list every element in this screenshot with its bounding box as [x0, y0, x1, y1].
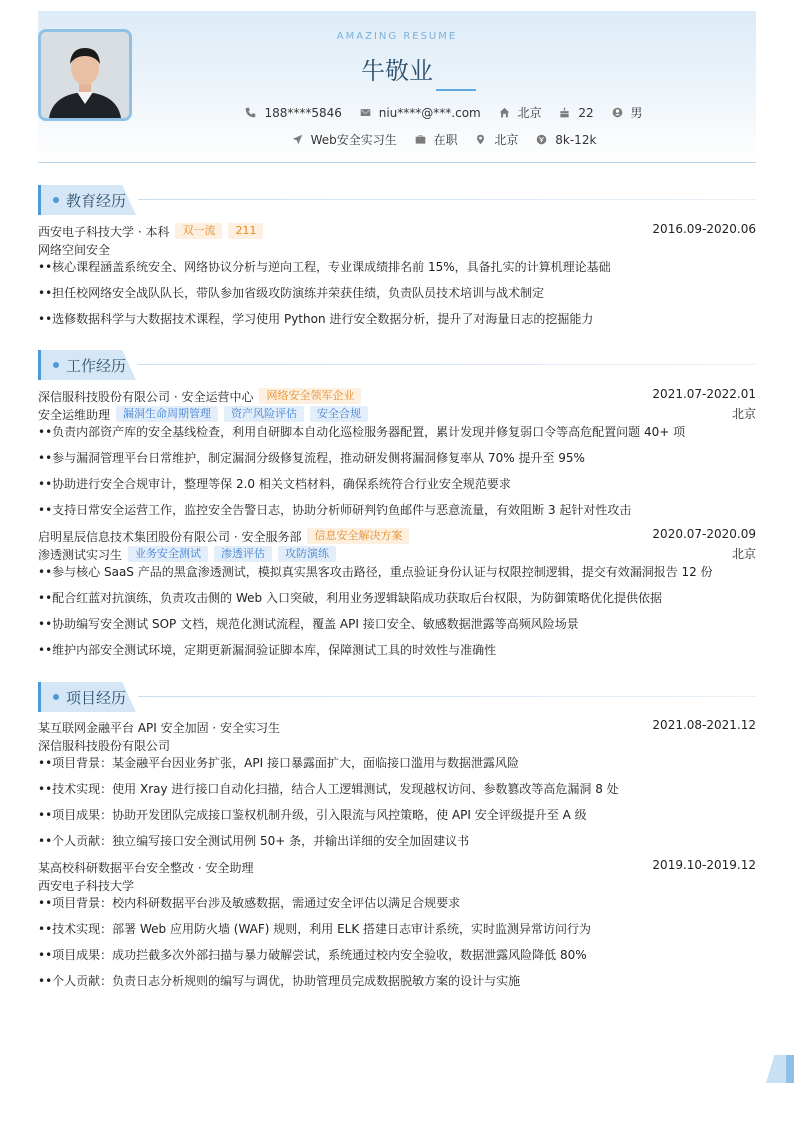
- list-item: •• 参与漏洞管理平台日常维护，制定漏洞分级修复流程，推动研发侧将漏洞修复率从 70% 提升至 95%: [38, 449, 756, 475]
- send-icon: [292, 134, 303, 145]
- skill-tag: 资产风险评估: [224, 406, 304, 422]
- position-info: [292, 131, 397, 148]
- section-divider: [138, 364, 756, 365]
- project-name-row: [38, 858, 756, 876]
- education-date: 2016.09-2020.06: [652, 222, 756, 236]
- company-tag: 信息安全解决方案: [307, 528, 409, 544]
- section-divider: [138, 696, 756, 697]
- skill-tag: 漏洞生命周期管理: [116, 406, 218, 422]
- work-date: 2020.07-2020.09: [652, 527, 756, 541]
- education-section-header: [38, 185, 756, 215]
- company-row: [38, 527, 756, 545]
- cake-icon: [559, 107, 570, 118]
- location-text: 北京: [494, 133, 519, 147]
- project-bullets: [38, 754, 756, 858]
- location-info: [475, 131, 518, 148]
- list-item: •• 项目成果：协助开发团队完成接口鉴权机制升级，引入限流与风控策略，使 API 安全评级提升至 A 级: [38, 806, 756, 832]
- work-date: 2021.07-2022.01: [652, 387, 756, 401]
- section-dot: [53, 197, 59, 203]
- list-item: •• 项目背景：某金融平台因业务扩张，API 接口暴露面扩大，面临接口滥用与数据泄露风险: [38, 754, 756, 780]
- list-item: •• 参与核心 SaaS 产品的黑盒渗透测试，模拟真实黑客攻击路径，重点验证身份认证与权限控制逻辑，提交有效漏洞报告 12 份: [38, 563, 756, 589]
- major-row: [38, 240, 756, 258]
- company-tag: 网络安全领军企业: [259, 388, 361, 404]
- project-section-header: [38, 682, 756, 712]
- contact-row: [38, 104, 756, 121]
- project-org: 深信服科技股份有限公司: [38, 738, 171, 753]
- list-item: •• 个人贡献：独立编写接口安全测试用例 50+ 条，并输出详细的安全加固建议书: [38, 832, 756, 858]
- email-text: niu****@***.com: [378, 105, 481, 120]
- skill-tag: 业务安全测试: [128, 546, 208, 562]
- section-bar: [38, 185, 41, 215]
- section-title: 教育经历: [66, 192, 127, 210]
- role-name: 安全运维助理: [38, 407, 111, 422]
- status-text: 在职: [433, 133, 458, 147]
- company-name: 启明星辰信息技术集团股份有限公司 · 安全服务部: [38, 529, 302, 544]
- section-bar: [38, 350, 41, 380]
- education-entry: [38, 222, 756, 336]
- phone-icon: [245, 107, 256, 118]
- section-dot: [53, 694, 59, 700]
- project-name-row: [38, 718, 756, 736]
- list-item: •• 协助编写安全测试 SOP 文档，规范化测试流程，覆盖 API 接口安全、敏感数据泄露等高频风险场景: [38, 615, 756, 641]
- work-bullets: [38, 423, 756, 527]
- project-date: 2021.08-2021.12: [652, 718, 756, 732]
- phone-info: [245, 106, 341, 120]
- school-name: 西安电子科技大学 · 本科: [38, 224, 170, 239]
- age-text: 22: [578, 105, 594, 120]
- mail-icon: [360, 107, 371, 118]
- email-info: [360, 106, 481, 120]
- status-info: [415, 131, 458, 148]
- resume-page: [38, 11, 756, 988]
- list-item: •• 项目背景：校内科研数据平台涉及敏感数据，需通过安全评估以满足合规要求: [38, 894, 756, 920]
- work-location: 北京: [731, 547, 756, 561]
- city-info: [499, 104, 542, 121]
- location-pin-icon: [475, 134, 486, 145]
- position-text: Web安全实习生: [310, 133, 397, 147]
- role-row: [38, 405, 756, 423]
- skill-tag: 渗透评估: [214, 546, 272, 562]
- resume-header: [38, 11, 756, 163]
- project-name: 某互联网金融平台 API 安全加固 · 安全实习生: [38, 720, 281, 735]
- user-circle-icon: [612, 107, 623, 118]
- work-entry: [38, 527, 756, 667]
- project-org-row: [38, 876, 756, 894]
- candidate-name: 牛敬业: [361, 57, 433, 85]
- job-intent-row: [38, 131, 756, 148]
- section-bar: [38, 682, 41, 712]
- section-dot: [53, 362, 59, 368]
- role-name: 渗透测试实习生: [38, 547, 123, 562]
- project-entry: [38, 858, 756, 998]
- role-row: [38, 545, 756, 563]
- project-date: 2019.10-2019.12: [652, 858, 756, 872]
- city-text: 北京: [517, 106, 542, 120]
- section-title: 工作经历: [66, 357, 127, 375]
- gender-text: 男: [630, 106, 643, 120]
- brand-label: AMAZING RESUME: [336, 31, 458, 42]
- work-entry: [38, 387, 756, 527]
- list-item: •• 核心课程涵盖系统安全、网络协议分析与逆向工程，专业课成绩排名前 15%，具备扎实的计算机理论基础: [38, 258, 756, 284]
- school-tag: 双一流: [175, 223, 222, 239]
- major-name: 网络空间安全: [38, 242, 111, 257]
- education-school-row: [38, 222, 756, 240]
- list-item: •• 技术实现：使用 Xray 进行接口自动化扫描，结合人工逻辑测试，发现越权访问、参数篡改等高危漏洞 8 处: [38, 780, 756, 806]
- list-item: •• 配合红蓝对抗演练，负责攻击侧的 Web 入口突破，利用业务逻辑缺陷成功获取后台权限，为防御策略优化提供依据: [38, 589, 756, 615]
- gender-info: [612, 104, 643, 121]
- age-info: [559, 106, 593, 120]
- skill-tag: 攻防演练: [278, 546, 336, 562]
- list-item: •• 项目成果：成功拦截多次外部扫描与暴力破解尝试，系统通过校内安全验收，数据泄露风险降低 80%: [38, 946, 756, 972]
- list-item: •• 维护内部安全测试环境，定期更新漏洞验证脚本库，保障测试工具的时效性与准确性: [38, 641, 756, 667]
- work-location: 北京: [731, 407, 756, 421]
- work-section-header: [38, 350, 756, 380]
- company-row: [38, 387, 756, 405]
- money-icon: [536, 134, 547, 145]
- work-bullets: [38, 563, 756, 667]
- company-name: 深信服科技股份有限公司 · 安全运营中心: [38, 389, 254, 404]
- salary-text: 8k-12k: [555, 132, 597, 147]
- list-item: •• 选修数据科学与大数据技术课程，学习使用 Python 进行安全数据分析，提升了对海量日志的挖掘能力: [38, 310, 756, 336]
- section-title: 项目经历: [66, 689, 127, 707]
- skill-tag: 安全合规: [310, 406, 368, 422]
- section-divider: [138, 199, 756, 200]
- phone-text: 188****5846: [264, 105, 342, 120]
- project-entry: [38, 718, 756, 858]
- briefcase-icon: [415, 134, 426, 145]
- education-bullets: [38, 258, 756, 336]
- list-item: •• 支持日常安全运营工作，监控安全告警日志，协助分析师研判钓鱼邮件与恶意流量，有效阻断 3 起针对性攻击: [38, 501, 756, 527]
- name-underline: [436, 89, 476, 91]
- list-item: •• 协助进行安全合规审计，整理等保 2.0 相关文档材料，确保系统符合行业安全规范要求: [38, 475, 756, 501]
- home-icon: [499, 107, 510, 118]
- list-item: •• 技术实现：部署 Web 应用防火墙 (WAF) 规则，利用 ELK 搭建日志审计系统，实时监测异常访问行为: [38, 920, 756, 946]
- project-name: 某高校科研数据平台安全整改 · 安全助理: [38, 860, 254, 875]
- list-item: •• 担任校网络安全战队队长，带队参加省级攻防演练并荣获佳绩，负责队员技术培训与战术制定: [38, 284, 756, 310]
- project-org-row: [38, 736, 756, 754]
- project-bullets: [38, 894, 756, 998]
- corner-decoration-accent: [786, 1055, 794, 1083]
- list-item: •• 负责内部资产库的安全基线检查，利用自研脚本自动化巡检服务器配置，累计发现并修复弱口令等高危配置问题 40+ 项: [38, 423, 756, 449]
- project-org: 西安电子科技大学: [38, 878, 135, 893]
- list-item: •• 个人贡献：负责日志分析规则的编写与调优，协助管理员完成数据脱敏方案的设计与实施: [38, 972, 756, 998]
- school-tag: 211: [228, 223, 263, 239]
- salary-info: [536, 133, 596, 147]
